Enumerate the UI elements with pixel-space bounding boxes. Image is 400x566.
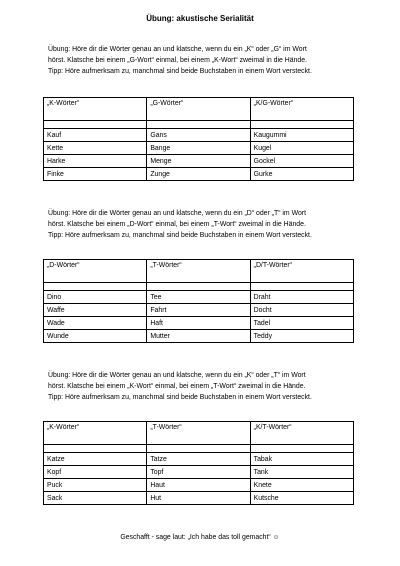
column-header: „G-Wörter“ [147,98,250,121]
table-cell: Haft [147,317,250,330]
table-row [44,129,354,142]
instruction-line: hörst. Klatsche bei einem „G-Wort“ einmal, bei einem „K-Wort“ zweimal in die Hände. [48,57,308,64]
table-cell: Tee [147,291,250,304]
exercise-1-table [43,97,354,181]
instruction-line: Übung: Höre dir die Wörter genau an und klatsche, wenn du ein „D“ oder „T“ im Wort [48,210,307,217]
table-row [44,291,354,304]
table-cell: Hut [147,492,250,505]
table-row [44,142,354,155]
table-cell: Wade [44,317,147,330]
table-spacer-row [44,283,354,291]
table-cell: Waffe [44,304,147,317]
table-cell: Wunde [44,330,147,343]
column-header: „T-Wörter“ [147,422,250,445]
instruction-line: hörst. Klatsche bei einem „D-Wort“ einmal, bei einem „T-Wort“ zweimal in die Hände. [48,221,306,228]
instruction-line: Übung: Höre dir die Wörter genau an und klatsche, wenn du ein „K“ oder „T“ im Wort [48,372,306,379]
table-cell: Docht [250,304,353,317]
table-row [44,330,354,343]
table-row [44,304,354,317]
table-cell: Kutsche [250,492,353,505]
exercise-2-instructions [48,208,368,241]
table-cell: Kauf [44,129,147,142]
table-cell: Fahrt [147,304,250,317]
table-row [44,453,354,466]
table-cell: Finke [44,168,147,181]
exercise-2-table [43,259,354,343]
table-cell: Sack [44,492,147,505]
instruction-line: Tipp: Höre aufmerksam zu, manchmal sind beide Buchstaben in einem Wort versteckt. [48,394,312,401]
table-row [44,492,354,505]
table-cell: Kugel [250,142,353,155]
column-header: „T-Wörter“ [147,260,250,283]
table-cell: Menge [147,155,250,168]
table-header-row [44,422,354,445]
table-row [44,466,354,479]
table-row [44,168,354,181]
table-cell: Kette [44,142,147,155]
column-header: „K/G-Wörter“ [250,98,353,121]
table-cell: Gockel [250,155,353,168]
table-header-row [44,260,354,283]
instruction-line: hörst. Klatsche bei einem „K-Wort“ einmal, bei einem „T-Wort“ zweimal in die Hände. [48,383,306,390]
table-row [44,155,354,168]
table-cell: Puck [44,479,147,492]
table-cell: Draht [250,291,353,304]
table-cell: Mutter [147,330,250,343]
column-header: „D/T-Wörter“ [250,260,353,283]
table-cell: Zunge [147,168,250,181]
table-cell: Tank [250,466,353,479]
table-cell: Gans [147,129,250,142]
table-cell: Tabak [250,453,353,466]
table-cell: Knete [250,479,353,492]
table-cell: Kopf [44,466,147,479]
table-cell: Teddy [250,330,353,343]
page-title: Übung: akustische Serialität [146,14,254,23]
table-cell: Tadel [250,317,353,330]
table-spacer-row [44,121,354,129]
column-header: „K-Wörter“ [44,98,147,121]
column-header: „K/T-Wörter“ [250,422,353,445]
table-cell: Harke [44,155,147,168]
footer-message: Geschafft - sage laut: „Ich habe das toll gemacht“ ☺ [120,534,280,541]
table-cell: Bange [147,142,250,155]
table-header-row [44,98,354,121]
table-cell: Dino [44,291,147,304]
table-row [44,317,354,330]
instruction-line: Tipp: Höre aufmerksam zu, manchmal sind beide Buchstaben in einem Wort versteckt. [48,68,312,75]
table-cell: Gurke [250,168,353,181]
table-spacer-row [44,445,354,453]
column-header: „K-Wörter“ [44,422,147,445]
table-cell: Haut [147,479,250,492]
table-cell: Katze [44,453,147,466]
exercise-3-instructions [48,370,368,403]
instruction-line: Übung: Höre dir die Wörter genau an und klatsche, wenn du ein „K“ oder „G“ im Wort [48,46,307,53]
table-cell: Kaugummi [250,129,353,142]
instruction-line: Tipp: Höre aufmerksam zu, manchmal sind beide Buchstaben in einem Wort versteckt. [48,232,312,239]
table-cell: Topf [147,466,250,479]
column-header: „D-Wörter“ [44,260,147,283]
exercise-3-table [43,421,354,505]
table-row [44,479,354,492]
exercise-1-instructions [48,44,368,77]
table-cell: Tatze [147,453,250,466]
